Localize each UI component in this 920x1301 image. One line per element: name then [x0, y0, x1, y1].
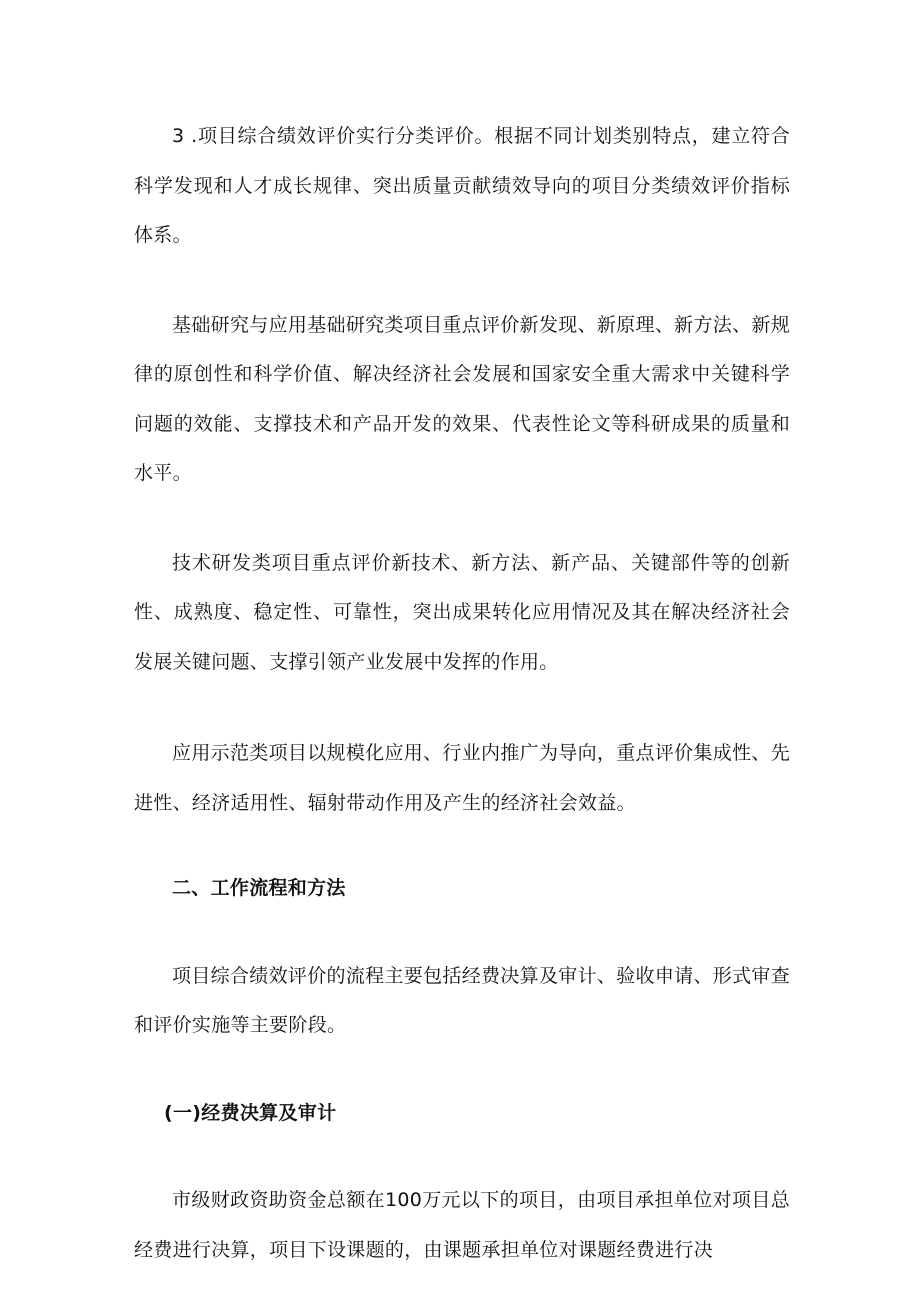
paragraph-workflow-stages: 项目综合绩效评价的流程主要包括经费决算及审计、验收申请、形式审查和评价实施等主要阶段。 — [134, 964, 790, 1036]
document-page — [134, 112, 790, 1275]
paragraph-basic-research: 基础研究与应用基础研究类项目重点评价新发现、新原理、新方法、新规律的原创性和科学价值、解决经济社会发展和国家安全重大需求中关键科学问题的效能、支撑技术和产品开发的效果、代表性论文等科研成果的质量和水平。 — [134, 313, 790, 484]
paragraph-budget-settlement: 市级财政资助资金总额在100万元以下的项目，由项目承担单位对项目总经费进行决算，项目下设课题的，由课题承担单位对课题经费进行决 — [134, 1189, 790, 1261]
paragraph-classified-evaluation: 3 .项目综合绩效评价实行分类评价。根据不同计划类别特点，建立符合科学发现和人才成长规律、突出质量贡献绩效导向的项目分类绩效评价指标体系。 — [134, 125, 790, 246]
subsection-heading-budget-audit: (一)经费决算及审计 — [164, 1101, 337, 1124]
paragraph-tech-development: 技术研发类项目重点评价新技术、新方法、新产品、关键部件等的创新性、成熟度、稳定性、可靠性，突出成果转化应用情况及其在解决经济社会发展关键问题、支撑引领产业发展中发挥的作用。 — [134, 551, 790, 673]
paragraph-application-demo: 应用示范类项目以规模化应用、行业内推广为导向，重点评价集成性、先进性、经济适用性、辐射带动作用及产生的经济社会效益。 — [134, 742, 790, 814]
section-heading-workflow: 二、工作流程和方法 — [172, 877, 346, 899]
